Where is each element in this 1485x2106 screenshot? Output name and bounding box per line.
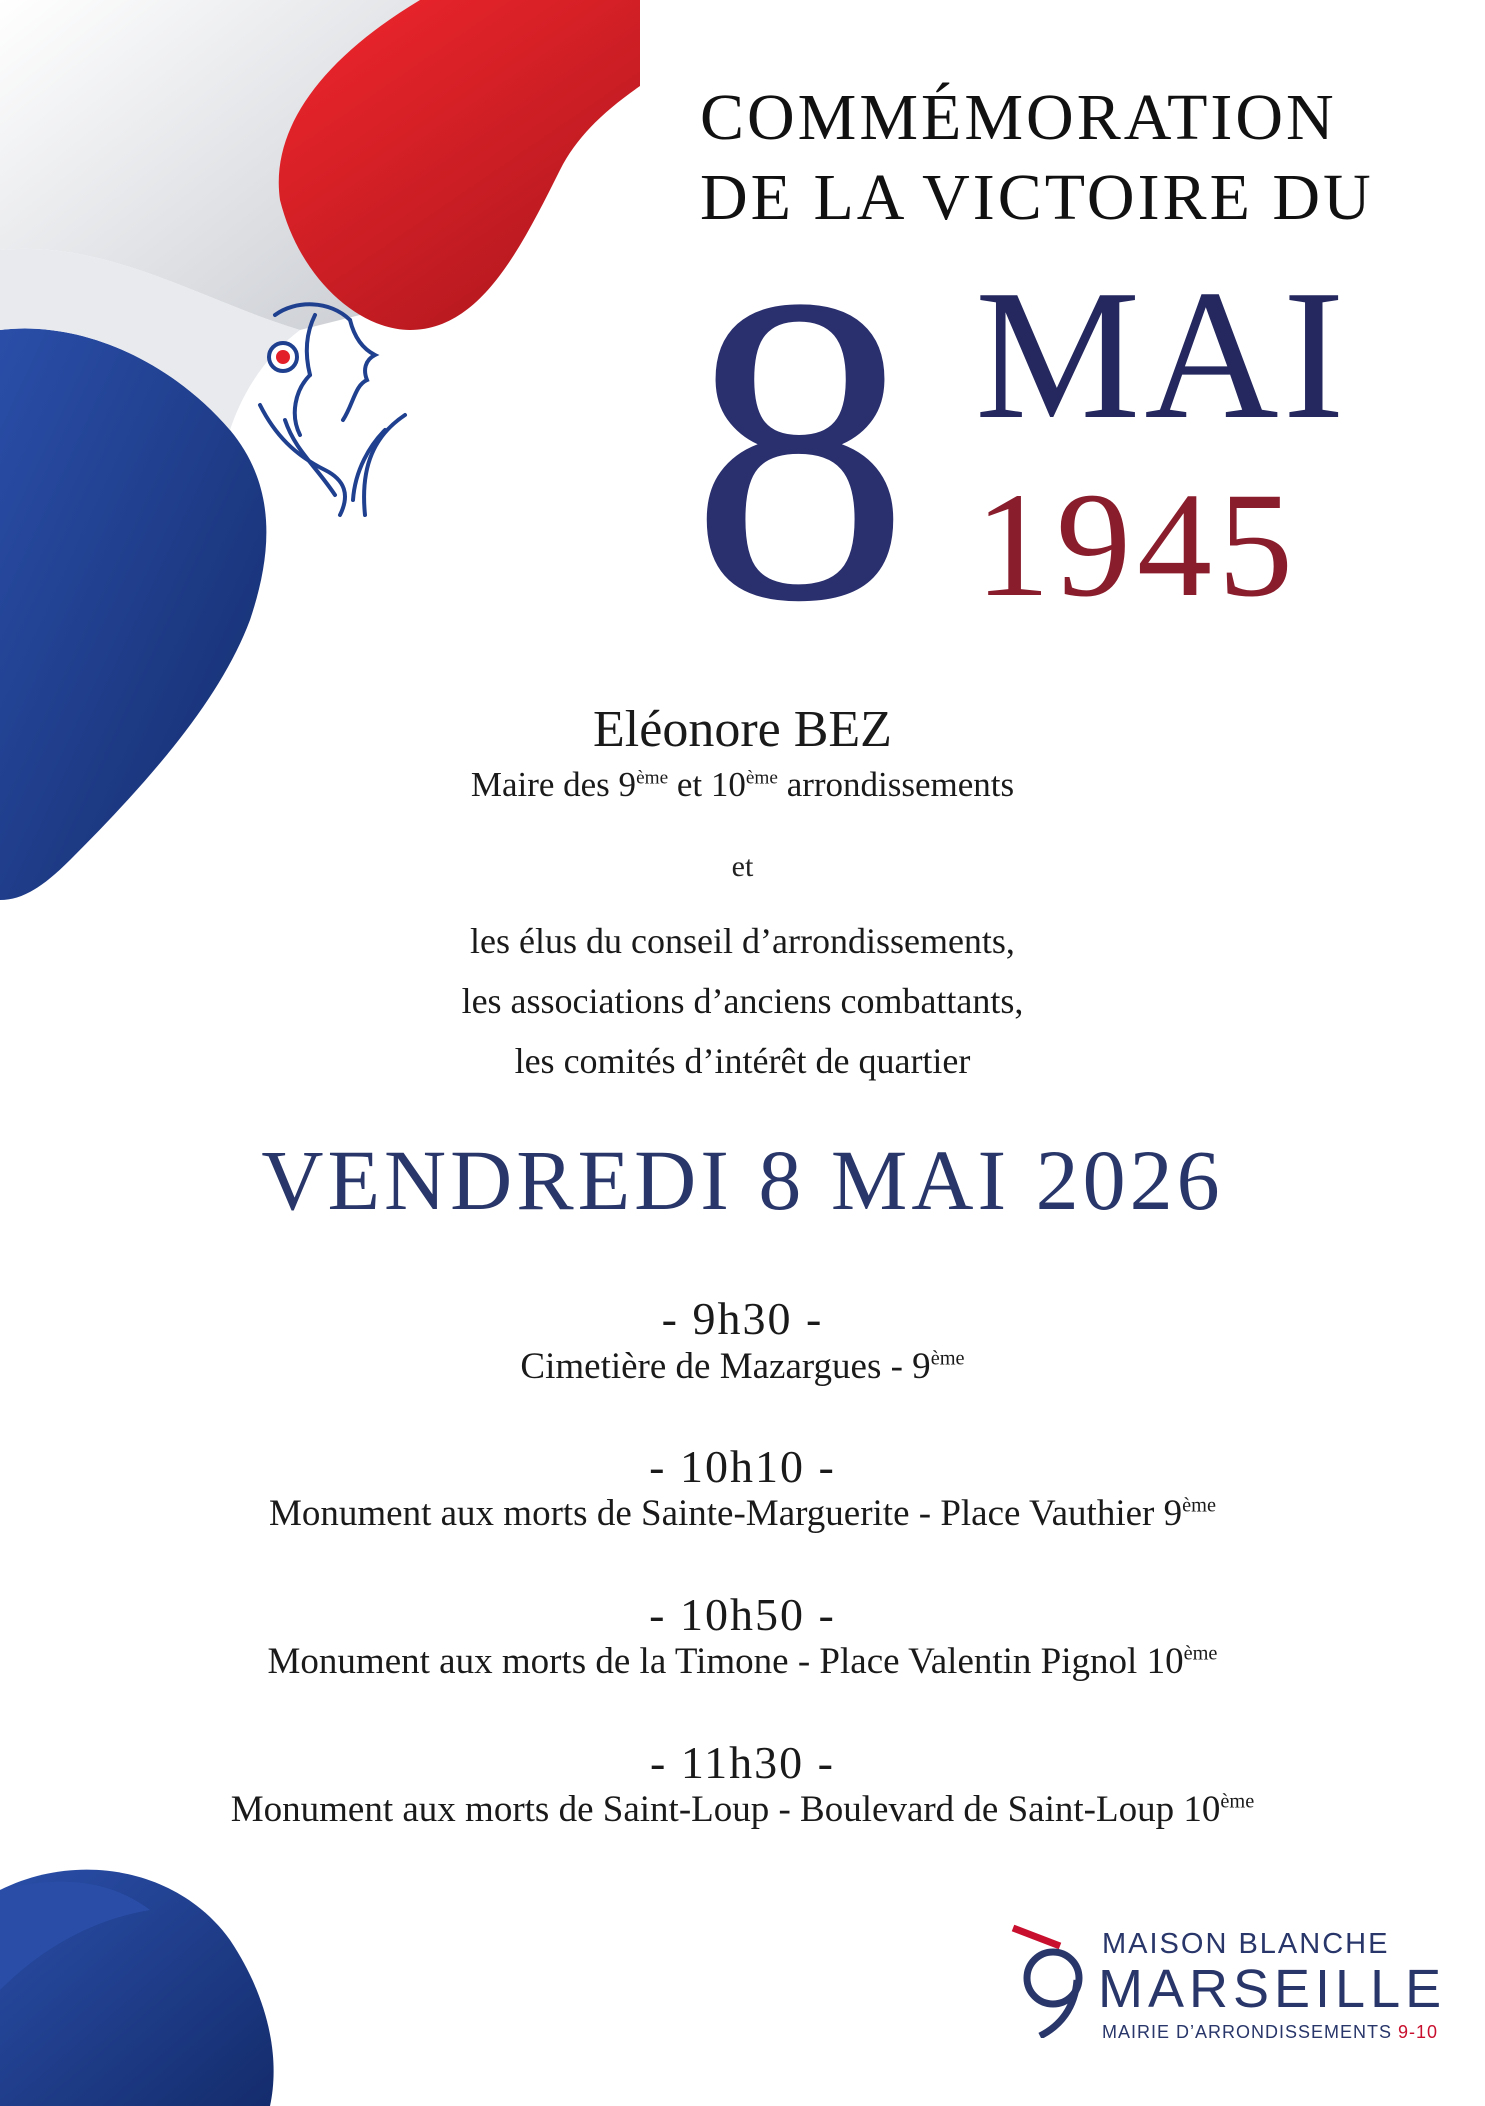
schedule-place: Cimetière de Mazargues - 9ème — [520, 1346, 965, 1387]
title-month: MAI — [975, 252, 1349, 458]
logo-line-2: MARSEILLE — [1098, 1959, 1447, 2019]
mairie-logo-icon — [1005, 1918, 1095, 2038]
guest-line: les comités d’intérêt de quartier — [514, 1041, 971, 1081]
title-day: 8 — [690, 206, 910, 693]
title-line-1: COMMÉMORATION — [700, 81, 1337, 154]
schedule-place: Monument aux morts de la Timone - Place Valentin Pignol 10ème — [267, 1641, 1218, 1682]
event-date: VENDREDI 8 MAI 2026 — [261, 1132, 1224, 1228]
logo-line-3: MAIRIE D’ARRONDISSEMENTS 9-10 — [1102, 2022, 1439, 2042]
flag-ribbon-bottom — [0, 1850, 300, 2106]
guest-line: les associations d’anciens combattants, — [461, 981, 1024, 1021]
logo-line-1: MAISON BLANCHE — [1102, 1928, 1390, 1960]
conjunction: et — [731, 850, 754, 883]
schedule-time: - 10h10 - — [649, 1441, 836, 1492]
host-role: Maire des 9ème et 10ème arrondissements — [470, 765, 1015, 804]
host-name: Eléonore BEZ — [593, 701, 892, 758]
title-year: 1945 — [975, 462, 1299, 628]
schedule-time: - 11h30 - — [650, 1737, 835, 1788]
schedule-place: Monument aux morts de Sainte-Marguerite - Place Vauthier 9ème — [268, 1493, 1217, 1534]
guest-line: les élus du conseil d’arrondissements, — [470, 921, 1015, 961]
marianne-icon — [255, 295, 415, 525]
schedule-place: Monument aux morts de Saint-Loup - Boulevard de Saint-Loup 10ème — [230, 1789, 1255, 1830]
schedule-time: - 10h50 - — [649, 1589, 836, 1640]
schedule-time: - 9h30 - — [661, 1293, 824, 1344]
title-line-2: DE LA VICTOIRE DU — [700, 161, 1374, 234]
